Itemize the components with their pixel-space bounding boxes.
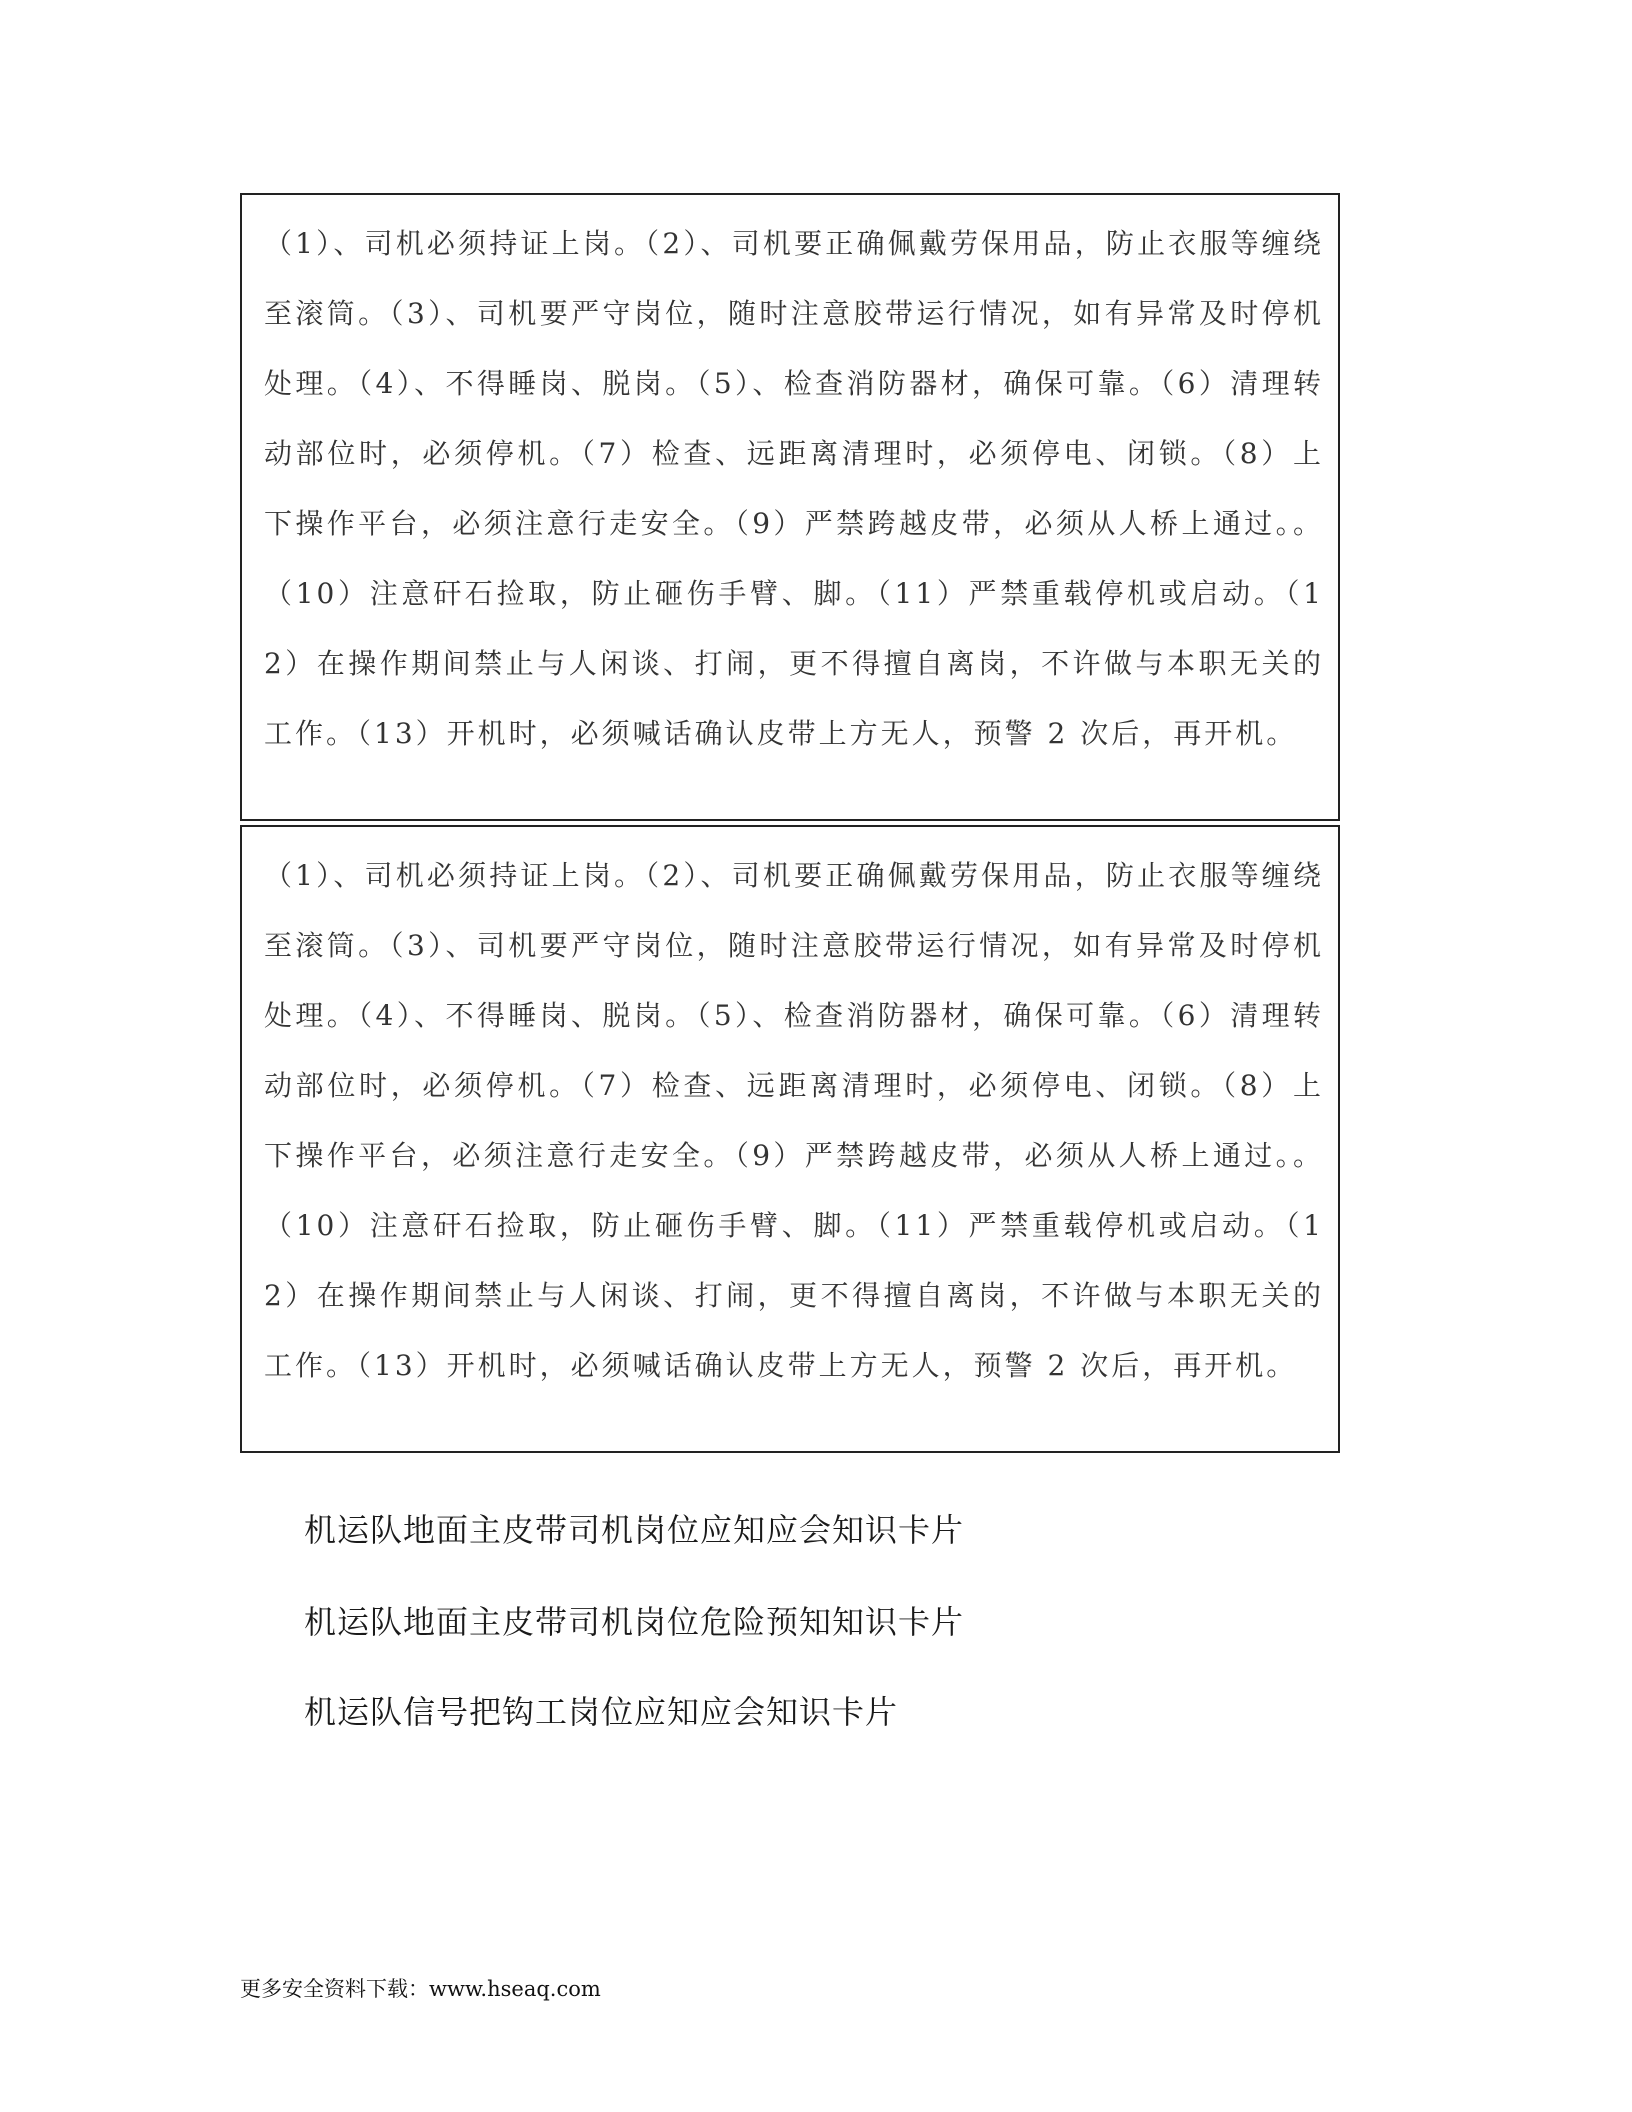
card-title-1: 机运队地面主皮带司机岗位应知应会知识卡片 bbox=[304, 1511, 965, 1549]
knowledge-card-1 bbox=[240, 193, 1340, 821]
card-title-3: 机运队信号把钩工岗位应知应会知识卡片 bbox=[304, 1693, 899, 1731]
knowledge-card-2 bbox=[240, 825, 1340, 1453]
card-2-text: （1）、司机必须持证上岗。（2）、司机要正确佩戴劳保用品，防止衣服等缠绕至滚筒。（3）、司机要严守岗位，随时注意胶带运行情况，如有异常及时停机处理。（4）、不得睡岗、脱岗。（5）、检查消防器材，确保可靠。（6）清理转动部位时，必须停机。（7）检查、远距离清理时，必须停电、闭锁。（8）上下操作平台，必须注意行走安全。（9）严禁跨越皮带，必须从人桥上通过。。（10）注意矸石捡取，防止砸伤手臂、脚。（11）严禁重载停机或启动。（12）在操作期间禁止与人闲谈、打闹，更不得擅自离岗，不许做与本职无关的工作。（13）开机时，必须喊话确认皮带上方无人，预警 2 次后，再开机。 bbox=[264, 859, 1324, 1382]
footer-download-text: 更多安全资料下载：www.hseaq.com bbox=[240, 1977, 601, 2001]
card-title-2: 机运队地面主皮带司机岗位危险预知知识卡片 bbox=[304, 1603, 965, 1641]
card-1-text: （1）、司机必须持证上岗。（2）、司机要正确佩戴劳保用品，防止衣服等缠绕至滚筒。（3）、司机要严守岗位，随时注意胶带运行情况，如有异常及时停机处理。（4）、不得睡岗、脱岗。（5）、检查消防器材，确保可靠。（6）清理转动部位时，必须停机。（7）检查、远距离清理时，必须停电、闭锁。（8）上下操作平台，必须注意行走安全。（9）严禁跨越皮带，必须从人桥上通过。。（10）注意矸石捡取，防止砸伤手臂、脚。（11）严禁重载停机或启动。（12）在操作期间禁止与人闲谈、打闹，更不得擅自离岗，不许做与本职无关的工作。（13）开机时，必须喊话确认皮带上方无人，预警 2 次后，再开机。 bbox=[264, 227, 1324, 750]
